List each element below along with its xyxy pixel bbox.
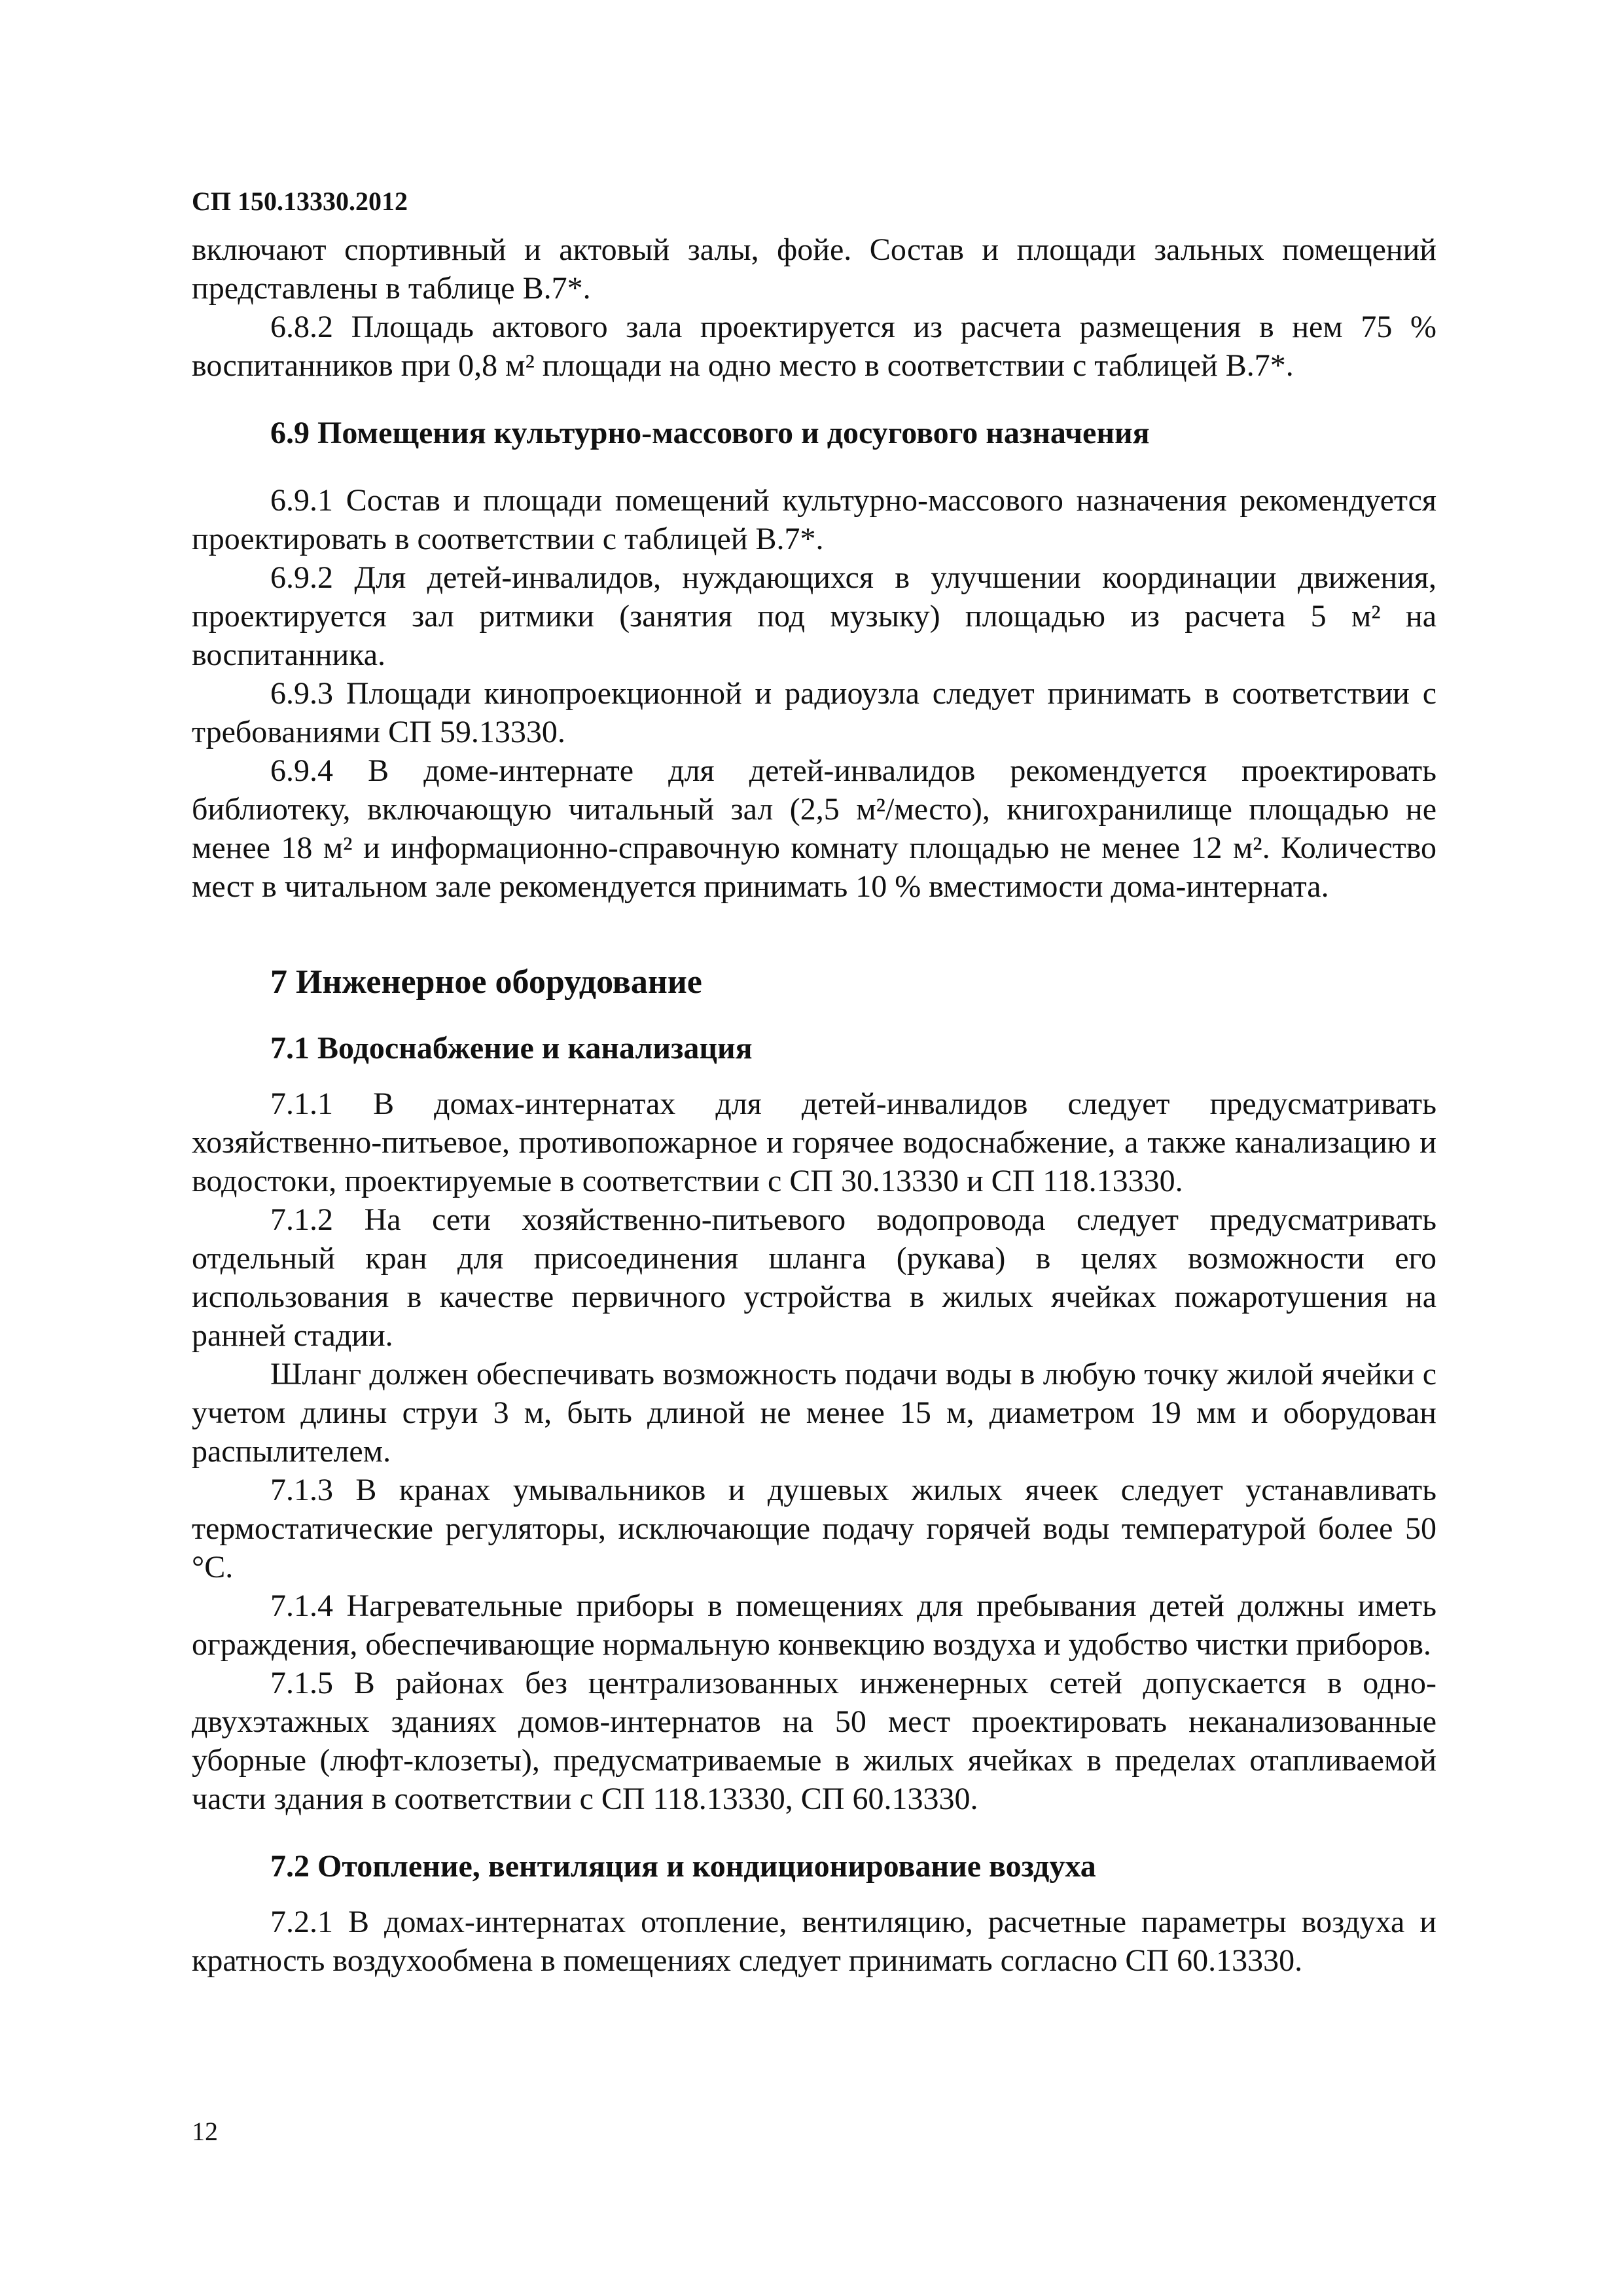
document-code-header: СП 150.13330.2012 <box>192 187 408 216</box>
paragraph-7-1-4: 7.1.4 Нагревательные приборы в помещениях для пребывания детей должны иметь ограждения, обеспечивающие нормальную конвекцию воздуха и удобство чистки приборов. <box>192 1588 1436 1662</box>
paragraph-7-1-1: 7.1.1 В домах-интернатах для детей-инвалидов следует предусматривать хозяйственно-питьевое, противопожарное и горячее водоснабжение, а также канализацию и водостоки, проектируемые в соответствии с СП 30.13330 и СП 118.13330. <box>192 1086 1436 1198</box>
paragraph-7-2-1: 7.2.1 В домах-интернатах отопление, вентиляцию, расчетные параметры воздуха и кратность воздухообмена в помещениях следует принимать согласно СП 60.13330. <box>192 1905 1436 1978</box>
paragraph-6-9-3: 6.9.3 Площади кинопроекционной и радиоузла следует принимать в соответствии с требованиями СП 59.13330. <box>192 676 1436 749</box>
paragraph-6-9-2: 6.9.2 Для детей-инвалидов, нуждающихся в улучшении координации движения, проектируется зал ритмики (занятия под музыку) площадью из расчета 5 м² на воспитанника. <box>192 560 1436 672</box>
paragraph-hose: Шланг должен обеспечивать возможность подачи воды в любую точку жилой ячейки с учетом длины струи 3 м, быть длиной не менее 15 м, диаметром 19 мм и оборудован распылителем. <box>192 1357 1436 1469</box>
section-heading-6-9: 6.9 Помещения культурно-массового и досугового назначения <box>270 416 1150 450</box>
paragraph-7-1-3: 7.1.3 В кранах умывальников и душевых жилых ячеек следует устанавливать термостатические регуляторы, исключающие подачу горячей воды температурой более 50 °С. <box>192 1473 1436 1585</box>
chapter-heading-7: 7 Инженерное оборудование <box>270 963 702 1001</box>
paragraph-7-1-5: 7.1.5 В районах без централизованных инженерных сетей допускается в одно-двухэтажных зданиях домов-интернатов на 50 мест проектировать неканализованные уборные (люфт-клозеты), предусматриваемые в жилых ячейках в пределах отапливаемой части здания в соответствии с СП 118.13330, СП 60.13330. <box>192 1666 1436 1816</box>
paragraph-continuation: включают спортивный и актовый залы, фойе. Состав и площади зальных помещений представлены в таблице В.7*. <box>192 232 1436 306</box>
section-heading-7-2: 7.2 Отопление, вентиляция и кондиционирование воздуха <box>270 1849 1096 1884</box>
document-body <box>192 230 1436 1980</box>
paragraph-6-9-4: 6.9.4 В доме-интернате для детей-инвалидов рекомендуется проектировать библиотеку, включающую читальный зал (2,5 м²/место), книгохранилище площадью не менее 18 м² и информационно-справочную комнату площадью не менее 12 м². Количество мест в читальном зале рекомендуется принимать 10 % вместимости дома-интерната. <box>192 753 1436 904</box>
page-number: 12 <box>192 2117 218 2146</box>
paragraph-6-9-1: 6.9.1 Состав и площади помещений культурно-массового назначения рекомендуется проектировать в соответствии с таблицей В.7*. <box>192 483 1436 556</box>
section-heading-7-1: 7.1 Водоснабжение и канализация <box>270 1031 753 1066</box>
paragraph-6-8-2: 6.8.2 Площадь актового зала проектируется из расчета размещения в нем 75 % воспитанников при 0,8 м² площади на одно место в соответствии с таблицей В.7*. <box>192 310 1436 383</box>
paragraph-7-1-2: 7.1.2 На сети хозяйственно-питьевого водопровода следует предусматривать отдельный кран для присоединения шланга (рукава) в целях возможности его использования в качестве первичного устройства в жилых ячейках пожаротушения на ранней стадии. <box>192 1202 1436 1353</box>
